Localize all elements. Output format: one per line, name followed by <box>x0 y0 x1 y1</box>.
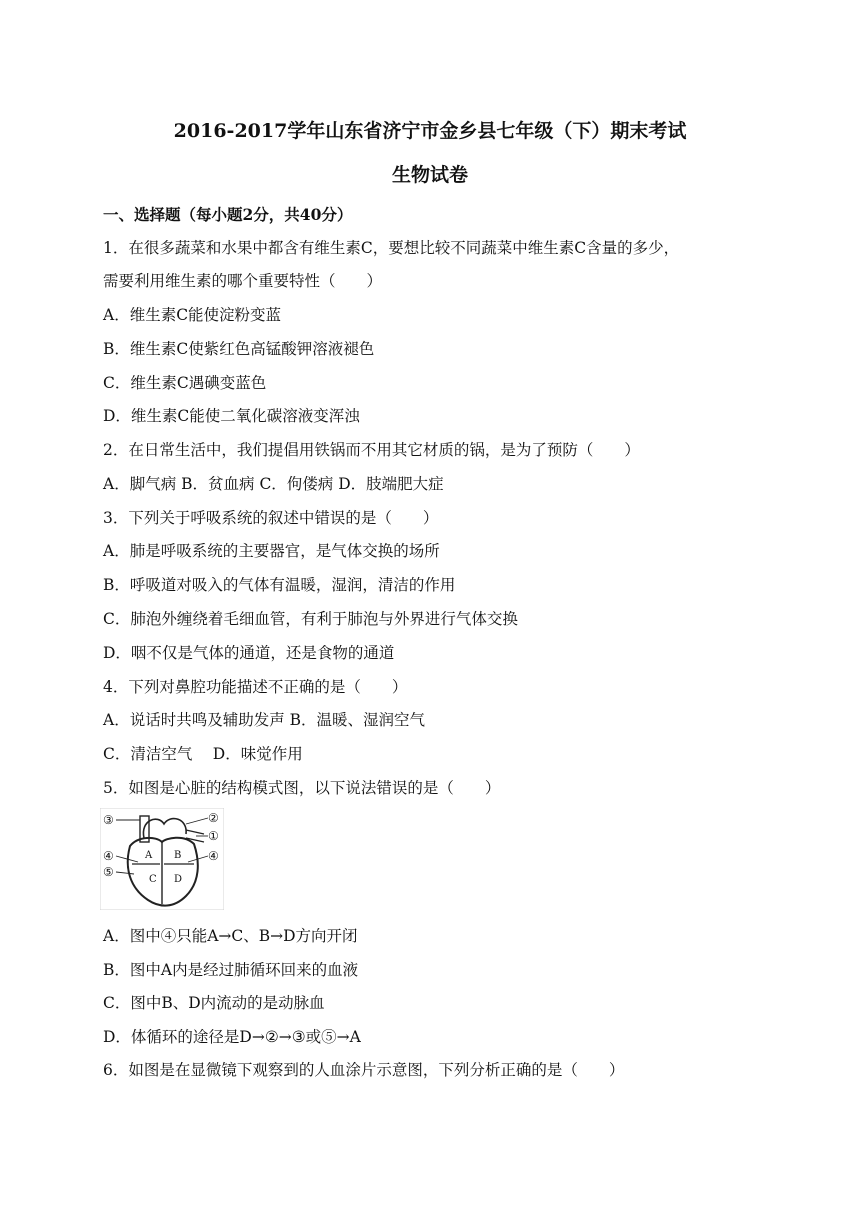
question-3-option-d: D．咽不仅是气体的通道，还是食物的通道 <box>103 644 395 662</box>
question-6-stem: 6．如图是在显微镜下观察到的人血涂片示意图，下列分析正确的是（ ） <box>103 1061 625 1079</box>
question-5-option-b: B．图中A内是经过肺循环回来的血液 <box>103 961 359 979</box>
question-1-option-d: D．维生素C能使二氧化碳溶液变浑浊 <box>103 407 360 425</box>
heart-label-5: ⑤ <box>103 865 114 879</box>
question-3-option-a: A．肺是呼吸系统的主要器官，是气体交换的场所 <box>103 542 440 560</box>
question-3-option-b: B．呼吸道对吸入的气体有温暖，湿润，清洁的作用 <box>103 576 456 594</box>
heart-label-4-left: ④ <box>103 849 114 863</box>
question-1-option-a: A．维生素C能使淀粉变蓝 <box>103 306 282 324</box>
heart-diagram <box>100 808 224 910</box>
question-4-stem: 4．下列对鼻腔功能描述不正确的是（ ） <box>103 678 408 696</box>
question-1-option-b: B．维生素C使紫红色高锰酸钾溶液褪色 <box>103 340 375 358</box>
exam-title: 2016-2017学年山东省济宁市金乡县七年级（下）期末考试 <box>173 120 687 142</box>
question-4-options-line2: C．清洁空气 D．味觉作用 <box>103 745 303 763</box>
heart-label-4-right: ④ <box>208 849 219 863</box>
heart-chamber-d: D <box>174 874 183 885</box>
heart-chamber-a: A <box>145 850 153 861</box>
question-3-stem: 3．下列关于呼吸系统的叙述中错误的是（ ） <box>103 509 439 527</box>
question-1-option-c: C．维生素C遇碘变蓝色 <box>103 374 267 392</box>
heart-label-3: ③ <box>103 813 114 827</box>
section-heading: 一、选择题（每小题2分，共40分） <box>103 205 353 224</box>
question-1-stem-line1: 1．在很多蔬菜和水果中都含有维生素C，要想比较不同蔬菜中维生素C含量的多少， <box>103 239 680 257</box>
question-5-option-c: C．图中B、D内流动的是动脉血 <box>103 994 325 1012</box>
question-5-option-a: A．图中④只能A→C、B→D方向开闭 <box>103 927 358 945</box>
heart-label-1: ① <box>208 829 219 843</box>
question-2-stem: 2．在日常生活中，我们提倡用铁锅而不用其它材质的锅，是为了预防（ ） <box>103 441 640 459</box>
heart-label-2: ② <box>208 811 219 825</box>
question-2-options: A．脚气病 B．贫血病 C．佝偻病 D．肢端肥大症 <box>103 475 444 493</box>
question-4-options-line1: A．说话时共鸣及辅助发声 B．温暖、湿润空气 <box>103 711 426 729</box>
heart-chamber-b: B <box>174 850 182 861</box>
question-5-stem: 5．如图是心脏的结构模式图，以下说法错误的是（ ） <box>103 779 501 797</box>
question-5-option-d: D．体循环的途径是D→②→③或⑤→A <box>103 1028 361 1046</box>
exam-subtitle: 生物试卷 <box>391 164 468 186</box>
heart-chamber-c: C <box>149 874 157 885</box>
question-3-option-c: C．肺泡外缠绕着毛细血管，有利于肺泡与外界进行气体交换 <box>103 610 518 628</box>
question-1-stem-line2: 需要利用维生素的哪个重要特性（ ） <box>103 272 383 290</box>
